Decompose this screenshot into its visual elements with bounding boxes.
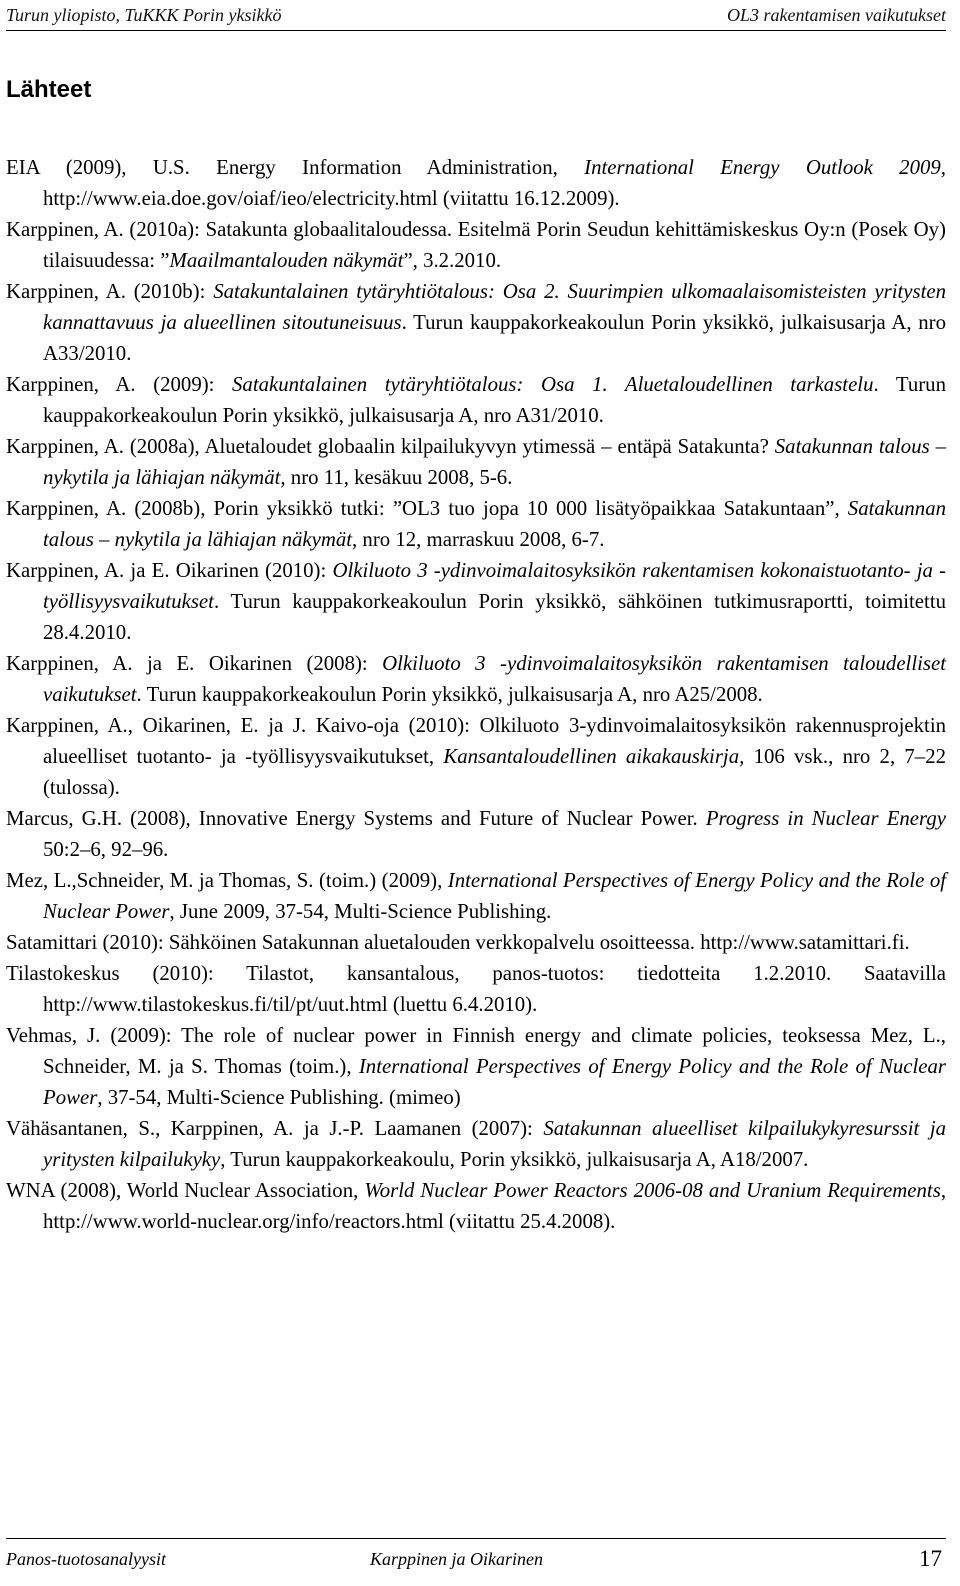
reference-item xyxy=(6,1020,946,1113)
header-rule xyxy=(6,30,946,31)
reference-text: Mez, L.,Schneider, M. ja Thomas, S. (toim.) (2009), xyxy=(6,869,448,892)
reference-text: . Turun kauppakorkeakoulun Porin yksikkö, julkaisusarja A, nro A31/2010. xyxy=(43,373,946,427)
reference-text: . Turun kauppakorkeakoulun Porin yksikkö, sähköinen tutkimusraportti, toimitettu 28.4.2010. xyxy=(43,590,946,644)
reference-text: Karppinen, A. (2009): xyxy=(6,373,233,396)
reference-text: , nro 11, kesäkuu 2008, 5-6. xyxy=(280,466,513,489)
reference-title: Satakunnan talous – nykytila ja lähiajan näkymät xyxy=(43,497,946,551)
reference-title: Kansantaloudellinen aikakauskirja, xyxy=(443,745,745,768)
reference-text: http://www.eia.doe.gov/oiaf/ieo/electricity.html (viitattu 16.12.2009). xyxy=(43,187,620,210)
reference-item xyxy=(6,431,946,493)
reference-text: Vehmas, J. (2009): The role of nuclear power in Finnish energy and climate policies, teoksessa Mez, L., Schneider, M. ja S. Thomas (toim.), xyxy=(6,1024,946,1078)
reference-text: Karppinen, A. ja E. Oikarinen (2008): xyxy=(6,652,383,675)
page-header xyxy=(0,3,960,27)
section-title: Lähteet xyxy=(6,76,92,103)
footer-section-name: Panos-tuotosanalyysit xyxy=(6,1549,166,1569)
reference-text: , nro 12, marraskuu 2008, 6-7. xyxy=(352,528,605,551)
reference-text: . Turun kauppakorkeakoulun Porin yksikkö, julkaisusarja A, nro A33/2010. xyxy=(43,311,946,365)
reference-text: Karppinen, A., Oikarinen, E. ja J. Kaivo-oja (2010): Olkiluoto 3-ydinvoimalaitosyksikön rakennusprojektin alueelliset tuotanto- ja -työllisyysvaikutukset, xyxy=(6,714,946,768)
reference-text: EIA (2009), U.S. Energy Information Administration, xyxy=(6,156,585,179)
reference-title: Maailmantalouden näkymät xyxy=(169,249,404,272)
reference-text: Karppinen, A. (2008a), Aluetaloudet globaalin kilpailukyvyn ytimessä – entäpä Satakunta? xyxy=(6,435,775,458)
reference-title: Satakuntalainen tytäryhtiötalous: Osa 1. Aluetaloudellinen tarkastelu xyxy=(232,373,874,396)
reference-title: Olkiluoto 3 -ydinvoimalaitosyksikön rakentamisen taloudelliset vaikutukset xyxy=(43,652,946,706)
reference-text: Tilastokeskus (2010): Tilastot, kansantalous, panos-tuotos: tiedotteita 1.2.2010. Saatavilla http://www.tilastokeskus.fi/til/pt/uut.html (luettu 6.4.2010). xyxy=(6,962,946,1016)
reference-item xyxy=(6,927,946,958)
reference-item xyxy=(6,648,946,710)
reference-title: International Perspectives of Energy Policy and the Role of Nuclear Power xyxy=(43,869,946,923)
footer-authors: Karppinen ja Oikarinen xyxy=(370,1549,543,1569)
reference-title: Satakunnan alueelliset kilpailukykyresurssit ja yritysten kilpailukyky xyxy=(43,1117,946,1171)
reference-list xyxy=(6,152,946,1237)
reference-title: Satakuntalainen tytäryhtiötalous: Osa 2. Suurimpien ulkomaalaisomisteisten yritysten kannattavuus ja alueellinen sitoutuneisuus xyxy=(43,280,946,334)
reference-title: Satakunnan talous – nykytila ja lähiajan näkymät xyxy=(43,435,946,489)
reference-item xyxy=(6,865,946,927)
reference-item xyxy=(6,369,946,431)
reference-text: , June 2009, 37-54, Multi-Science Publishing. xyxy=(169,900,552,923)
reference-text: , Turun kauppakorkeakoulu, Porin yksikkö, julkaisusarja A, A18/2007. xyxy=(220,1148,809,1171)
reference-item xyxy=(6,152,946,214)
reference-item xyxy=(6,958,946,1020)
reference-title: International Perspectives of Energy Policy and the Role of Nuclear Power xyxy=(43,1055,946,1109)
reference-text: Karppinen, A. ja E. Oikarinen (2010): xyxy=(6,559,333,582)
reference-item xyxy=(6,710,946,803)
reference-text: . Turun kauppakorkeakoulun Porin yksikkö, julkaisusarja A, nro A25/2008. xyxy=(136,683,763,706)
reference-item xyxy=(6,276,946,369)
reference-title: International Energy Outlook 2009, xyxy=(584,156,946,179)
reference-item xyxy=(6,1113,946,1175)
reference-text: Karppinen, A. (2010b): xyxy=(6,280,214,303)
reference-text: 50:2–6, 92–96. xyxy=(43,838,169,861)
reference-item xyxy=(6,803,946,865)
reference-item xyxy=(6,1175,946,1237)
reference-text: ”, 3.2.2010. xyxy=(403,249,502,272)
reference-text: 106 vsk., nro 2, 7–22 (tulossa). xyxy=(43,745,947,799)
reference-title: World Nuclear Power Reactors 2006-08 and Uranium Requirements xyxy=(364,1179,941,1202)
reference-text: WNA (2008), World Nuclear Association, xyxy=(6,1179,365,1202)
reference-title: Olkiluoto 3 -ydinvoimalaitosyksikön rakentamisen kokonaistuotanto- ja -työllisyysvaikutukset xyxy=(43,559,946,613)
reference-title: Progress in Nuclear Energy xyxy=(705,807,946,830)
reference-text: Marcus, G.H. (2008), Innovative Energy Systems and Future of Nuclear Power. xyxy=(6,807,706,830)
header-institution: Turun yliopisto, TuKKK Porin yksikkö xyxy=(6,5,282,25)
reference-text: , 37-54, Multi-Science Publishing. (mimeo) xyxy=(97,1086,461,1109)
reference-item xyxy=(6,214,946,276)
reference-item xyxy=(6,493,946,555)
reference-text: Vähäsantanen, S., Karppinen, A. ja J.-P. Laamanen (2007): xyxy=(6,1117,544,1140)
reference-text: , http://www.world-nuclear.org/info/reactors.html (viitattu 25.4.2008). xyxy=(43,1179,947,1233)
reference-text: Karppinen, A. (2008b), Porin yksikkö tutki: ”OL3 tuo jopa 10 000 lisätyöpaikkaa Satakuntaan”, xyxy=(6,497,848,520)
reference-item xyxy=(6,555,946,648)
page-footer xyxy=(0,1531,960,1581)
header-document-title: OL3 rakentamisen vaikutukset xyxy=(727,5,946,25)
reference-text: Karppinen, A. (2010a): Satakunta globaalitaloudessa. Esitelmä Porin Seudun kehittämiskeskus Oy:n (Posek Oy) tilaisuudessa: ” xyxy=(6,218,946,272)
reference-text: Satamittari (2010): Sähköinen Satakunnan aluetalouden verkkopalvelu osoitteessa. http://www.satamittari.fi. xyxy=(6,931,910,954)
page-number: 17 xyxy=(919,1546,942,1571)
footer-rule xyxy=(6,1538,946,1539)
